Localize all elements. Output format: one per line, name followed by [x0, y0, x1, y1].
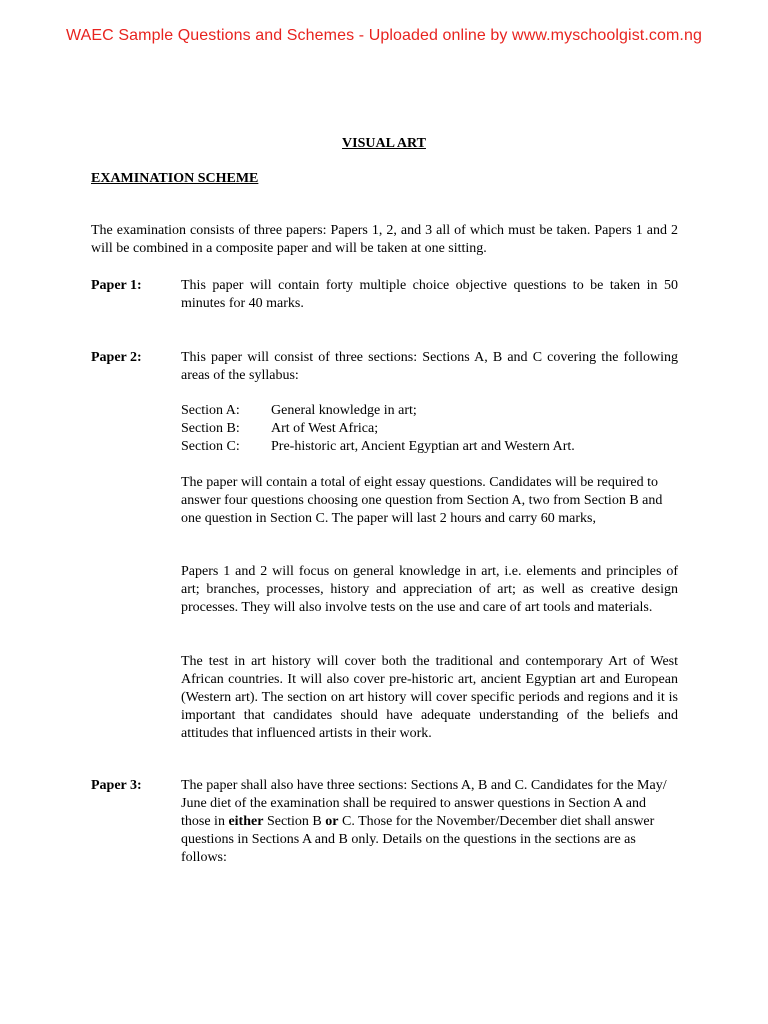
- section-row-b: [181, 420, 575, 438]
- section-row-c: [181, 438, 575, 456]
- section-row-a: [181, 402, 575, 420]
- paper2-paragraph-4: The test in art history will cover both the traditional and contemporary Art of West African countries. It will also cover pre-historic art, ancient Egyptian art and European (Western art). The section on art history will cover specific periods and regions and it is important that candidates should have adequate understanding of the beliefs and attitudes that influenced artists in their work.: [181, 654, 678, 741]
- paper2-sections-list: [181, 402, 575, 456]
- section-b-text: Art of West Africa;: [271, 421, 379, 436]
- section-b-label: Section B:: [181, 421, 240, 436]
- paper2-text: This paper will consist of three sections: Sections A, B and C covering the following areas of the syllabus:: [181, 350, 678, 383]
- paper1-label: Paper 1:: [91, 278, 142, 293]
- paper1-text: This paper will contain forty multiple choice objective questions to be taken in 50 minutes for 40 marks.: [181, 278, 678, 311]
- section-c-label: Section C:: [181, 439, 240, 454]
- section-a-label: Section A:: [181, 403, 240, 418]
- paper3-or: or: [325, 814, 339, 829]
- paper2-paragraph-3: Papers 1 and 2 will focus on general knowledge in art, i.e. elements and principles of art; branches, processes, history and appreciation of art; as well as creative design processes. They will also involve tests on the use and care of art tools and materials.: [181, 564, 678, 615]
- paper3-text-part3: C. Those for the November/December diet shall answer questions in Sections A and B only. Details on the questions in the sections are as follows:: [181, 814, 655, 865]
- intro-paragraph: The examination consists of three papers: Papers 1, 2, and 3 all of which must be taken. Papers 1 and 2 will be combined in a composite paper and will be taken at one sitting.: [91, 223, 678, 256]
- paper3-text-part1: The paper shall also have three sections: Sections A, B and C. Candidates for the May/ June diet of the examination shall be required to answer questions in Section A and those in: [181, 778, 667, 829]
- paper2-label: Paper 2:: [91, 350, 142, 365]
- section-heading: EXAMINATION SCHEME: [91, 171, 259, 186]
- paper3-text-part2: Section B: [263, 814, 326, 829]
- section-a-text: General knowledge in art;: [271, 403, 417, 418]
- paper3-label: Paper 3:: [91, 778, 142, 793]
- source-banner: WAEC Sample Questions and Schemes - Uploaded online by www.myschoolgist.com.ng: [66, 27, 702, 44]
- section-c-text: Pre-historic art, Ancient Egyptian art and Western Art.: [271, 439, 575, 454]
- paper3-text: [181, 777, 678, 867]
- paper3-either: either: [228, 814, 264, 829]
- document-title: VISUAL ART: [342, 136, 426, 151]
- paper2-paragraph-2: The paper will contain a total of eight essay questions. Candidates will be required to answer four questions choosing one question from Section A, two from Section B and one question in Section C. The paper will last 2 hours and carry 60 marks,: [181, 475, 663, 526]
